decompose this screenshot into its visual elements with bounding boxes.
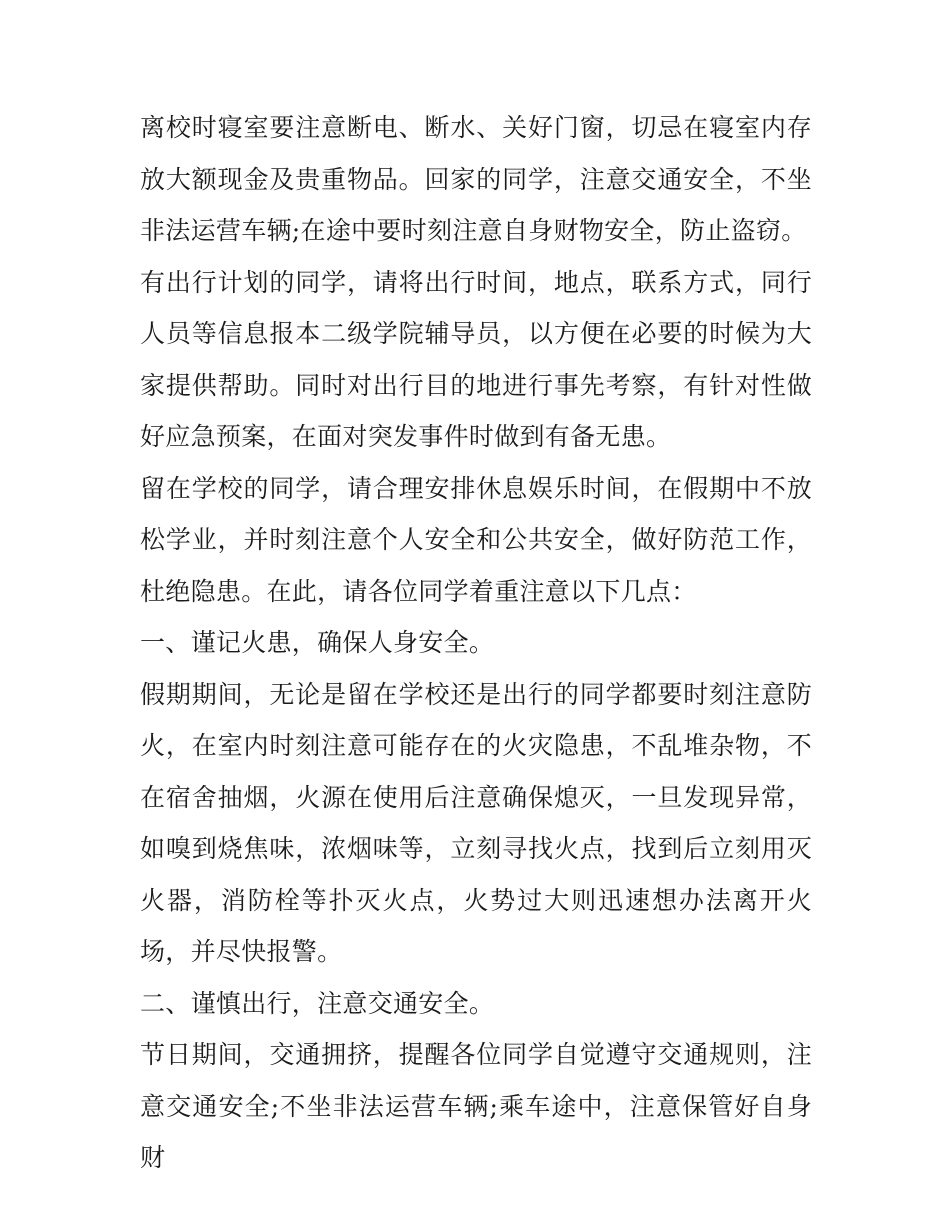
paragraph-stay-on-campus: 留在学校的同学，请合理安排休息娱乐时间，在假期中不放松学业，并时刻注意个人安全和公共安全，做好防范工作，杜绝隐患。在此，请各位同学着重注意以下几点： (140, 473, 812, 606)
heading-fire-safety: 一、谨记火患，确保人身安全。 (140, 628, 495, 657)
heading-traffic-safety: 二、谨慎出行，注意交通安全。 (140, 988, 495, 1018)
paragraph-dorm-safety: 离校时寝室要注意断电、断水、关好门窗，切忌在寝室内存放大额现金及贵重物品。回家的同学，注意交通安全，不坐非法运营车辆;在途中要时刻注意自身财物安全，防止盗窃。 (140, 113, 812, 245)
document-body (140, 102, 812, 1184)
paragraph-traffic-safety: 节日期间，交通拥挤，提醒各位同学自觉遵守交通规则，注意交通安全;不坐非法运营车辆;乘车途中，注意保管好自身财 (140, 1040, 812, 1172)
paragraph-fire-safety: 假期期间，无论是留在学校还是出行的同学都要时刻注意防火，在室内时刻注意可能存在的火灾隐患，不乱堆杂物，不在宿舍抽烟，火源在使用后注意确保熄灭，一旦发现异常，如嗅到烧焦味，浓烟味等，立刻寻找火点，找到后立刻用灭火器，消防栓等扑灭火点，火势过大则迅速想办法离开火场，并尽快报警。 (140, 679, 812, 966)
paragraph-travel-plan: 有出行计划的同学，请将出行时间，地点，联系方式，同行人员等信息报本二级学院辅导员，以方便在必要的时候为大家提供帮助。同时对出行目的地进行事先考察，有针对性做好应急预案，在面对突发事件时做到有备无患。 (140, 267, 812, 451)
